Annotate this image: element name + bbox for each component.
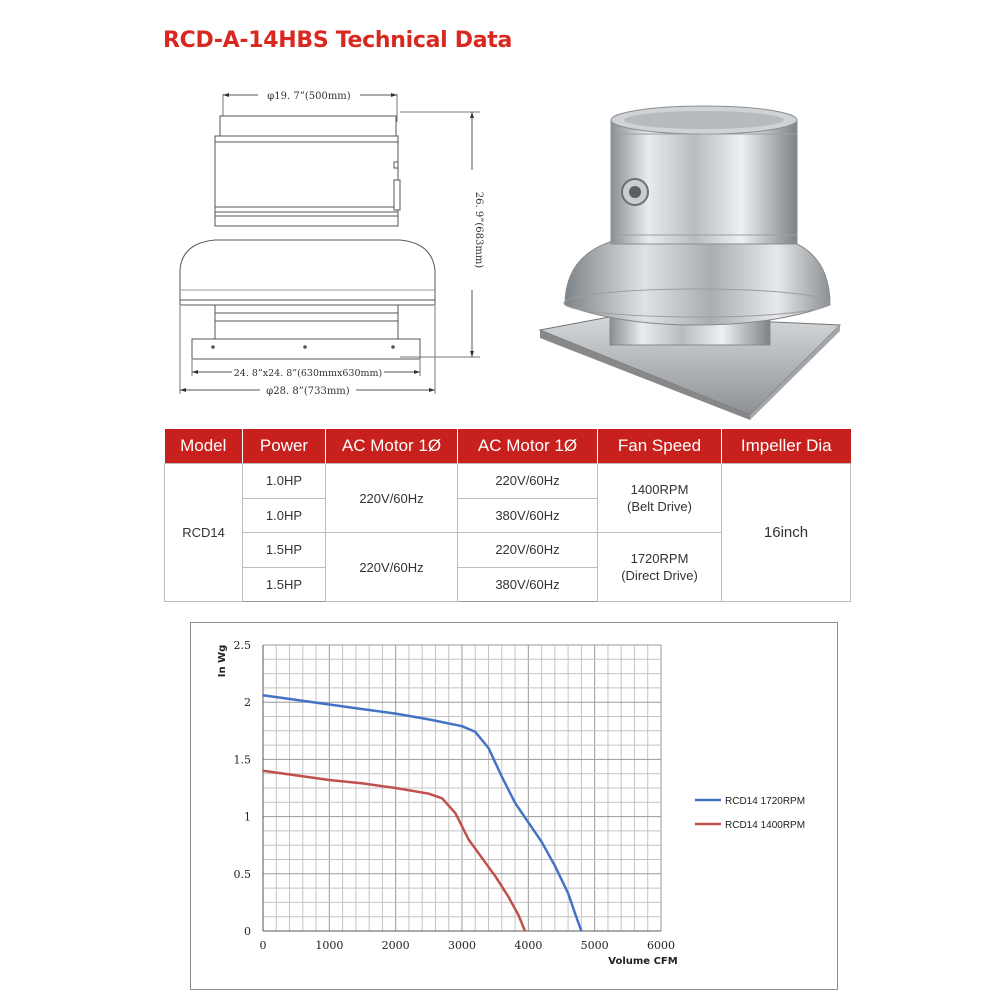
data-point — [574, 912, 576, 914]
cell-power: 1.0HP — [243, 498, 326, 533]
technical-drawing — [160, 80, 490, 410]
cell-power: 1.5HP — [243, 567, 326, 602]
fan-outline — [180, 94, 480, 394]
y-tick-label: 0 — [244, 925, 251, 938]
cell-motor-a: 220V/60Hz — [326, 533, 458, 602]
dimension-top: φ19. 7”(500mm) — [267, 91, 351, 102]
data-point — [362, 708, 364, 710]
performance-chart — [190, 622, 838, 990]
header-power: Power — [243, 429, 326, 464]
dimension-total: φ28. 8”(733mm) — [266, 386, 350, 397]
data-point — [468, 839, 470, 841]
cell-motor-b: 380V/60Hz — [458, 498, 598, 533]
spec-table — [164, 429, 851, 602]
fan-speed-rpm: 1400RPM — [630, 482, 689, 497]
table-header-row — [165, 429, 851, 464]
data-point — [262, 770, 264, 772]
data-point — [501, 776, 503, 778]
y-axis-label: In Wg — [217, 644, 228, 678]
header-motor-a: AC Motor 1Ø — [326, 429, 458, 464]
x-tick-label: 4000 — [514, 939, 543, 952]
data-point — [481, 857, 483, 859]
data-point — [528, 822, 530, 824]
product-photo — [525, 90, 855, 420]
y-tick-label: 1 — [244, 810, 251, 824]
data-point — [428, 793, 430, 795]
data-point — [554, 865, 556, 867]
x-axis-label: Volume CFM — [608, 956, 678, 967]
y-tick-label: 2.5 — [233, 639, 251, 652]
cell-motor-b: 220V/60Hz — [458, 533, 598, 568]
fan-speed-drive: (Belt Drive) — [626, 499, 692, 514]
x-tick-label: 0 — [259, 939, 267, 952]
x-tick-label: 1000 — [315, 939, 344, 952]
data-point — [295, 775, 297, 777]
dimension-height: 26. 9”(683mm) — [473, 191, 484, 269]
header-motor-b: AC Motor 1Ø — [458, 429, 598, 464]
data-point — [518, 914, 520, 916]
data-point — [455, 812, 457, 814]
data-point — [428, 719, 430, 721]
y-tick-label: 1.5 — [233, 753, 251, 767]
data-point — [514, 802, 516, 804]
data-point — [461, 725, 463, 727]
cell-impeller: 16inch — [722, 464, 851, 602]
data-point — [395, 713, 397, 715]
x-tick-label: 6000 — [647, 939, 675, 952]
x-tick-label: 3000 — [448, 939, 476, 952]
data-point — [488, 747, 490, 749]
cell-motor-b: 220V/60Hz — [458, 464, 598, 499]
series-line-2 — [263, 771, 525, 931]
data-point — [262, 695, 264, 697]
page-title: RCD-A-14HBS Technical Data — [163, 28, 513, 53]
data-point — [524, 930, 526, 932]
y-tick-label: 0.5 — [233, 867, 251, 881]
cell-model: RCD14 — [165, 464, 243, 602]
data-point — [494, 875, 496, 877]
header-model: Model — [165, 429, 243, 464]
cell-fan-speed — [598, 464, 722, 533]
x-tick-label: 2000 — [381, 939, 410, 952]
cell-fan-speed — [598, 533, 722, 602]
cell-motor-a: 220V/60Hz — [326, 464, 458, 533]
data-point — [395, 787, 397, 789]
data-point — [474, 731, 476, 733]
data-point — [441, 797, 443, 799]
header-fan-speed: Fan Speed — [598, 429, 722, 464]
data-point — [329, 779, 331, 781]
chart-svg — [191, 623, 837, 989]
legend-label: RCD14 1400RPM — [725, 820, 806, 831]
data-point — [567, 892, 569, 894]
x-tick-label: 5000 — [580, 939, 609, 952]
data-point — [541, 841, 543, 843]
dimension-base: 24. 8”x24. 8”(630mmx630mm) — [233, 368, 383, 379]
data-point — [329, 704, 331, 706]
cell-motor-b: 380V/60Hz — [458, 567, 598, 602]
data-point — [581, 930, 583, 932]
fan-speed-rpm: 1720RPM — [630, 551, 689, 566]
cell-power: 1.0HP — [243, 464, 326, 499]
legend-label: RCD14 1720RPM — [725, 796, 806, 807]
header-impeller-dia: Impeller Dia — [722, 429, 851, 464]
data-point — [508, 896, 510, 898]
table-row — [165, 464, 851, 499]
y-tick-label: 2 — [244, 696, 251, 710]
data-point — [362, 783, 364, 785]
data-point — [295, 699, 297, 701]
fan-speed-drive: (Direct Drive) — [621, 568, 698, 583]
cell-power: 1.5HP — [243, 533, 326, 568]
